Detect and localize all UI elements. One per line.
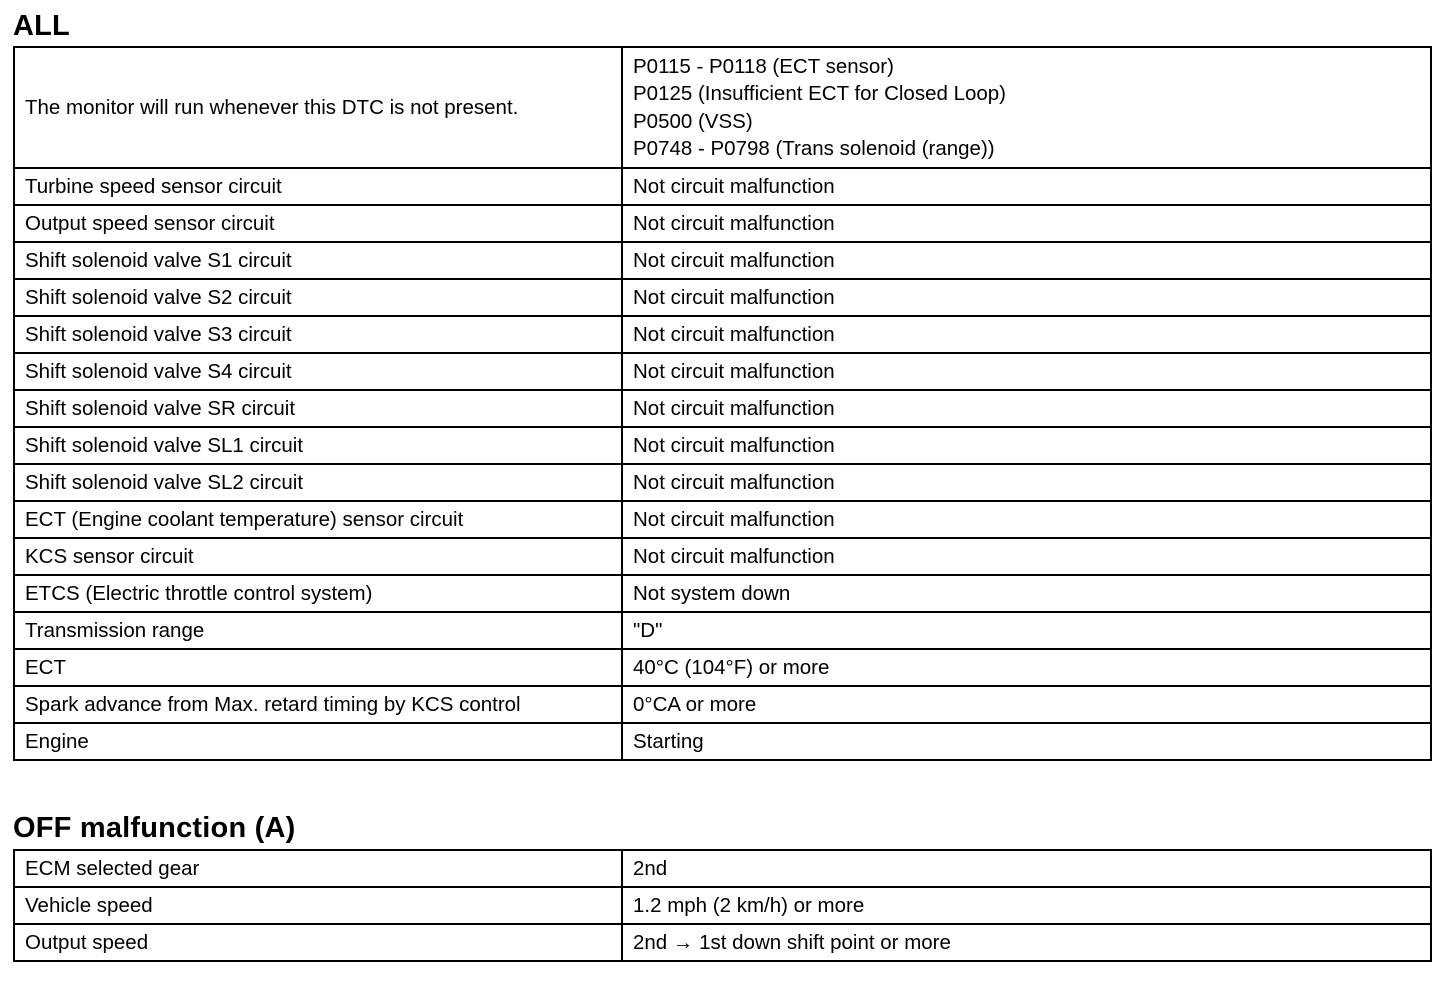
value-cell: 2nd → 1st down shift point or more: [622, 924, 1431, 961]
value-cell: Not circuit malfunction: [622, 205, 1431, 242]
value-cell: Not circuit malfunction: [622, 390, 1431, 427]
table-row: [14, 924, 1431, 961]
value-cell: Not system down: [622, 575, 1431, 612]
table-row: [14, 649, 1431, 686]
conditions-table-off-malfunction: [13, 849, 1432, 962]
table-row: [14, 686, 1431, 723]
table-row: [14, 316, 1431, 353]
condition-cell: ETCS (Electric throttle control system): [14, 575, 622, 612]
dtc-line: P0115 - P0118 (ECT sensor): [633, 54, 894, 78]
condition-cell: Output speed: [14, 924, 622, 961]
table-row: [14, 887, 1431, 924]
value-cell: Not circuit malfunction: [622, 427, 1431, 464]
condition-cell: Shift solenoid valve SL1 circuit: [14, 427, 622, 464]
conditions-table-all: [13, 46, 1432, 761]
table-row: [14, 279, 1431, 316]
value-cell: Not circuit malfunction: [622, 464, 1431, 501]
condition-cell: Shift solenoid valve SL2 circuit: [14, 464, 622, 501]
table-row: [14, 538, 1431, 575]
condition-cell: Shift solenoid valve S3 circuit: [14, 316, 622, 353]
table-row: [14, 353, 1431, 390]
value-cell: 40°C (104°F) or more: [622, 649, 1431, 686]
table-row: [14, 501, 1431, 538]
condition-cell: Output speed sensor circuit: [14, 205, 622, 242]
value-cell: 2nd: [622, 850, 1431, 887]
table-row: [14, 242, 1431, 279]
table-row: [14, 612, 1431, 649]
condition-cell: Engine: [14, 723, 622, 760]
table-row: [14, 850, 1431, 887]
value-cell: Not circuit malfunction: [622, 316, 1431, 353]
dtc-line: P0125 (Insufficient ECT for Closed Loop): [633, 82, 1007, 105]
section-title-off-malfunction: OFF malfunction (A): [13, 812, 296, 844]
condition-cell: Spark advance from Max. retard timing by KCS control: [14, 686, 622, 723]
table-row: [14, 427, 1431, 464]
table-row: [14, 390, 1431, 427]
table-row: [14, 723, 1431, 760]
condition-cell: The monitor will run whenever this DTC is not present.: [14, 47, 622, 168]
section-title-all: ALL: [13, 10, 70, 42]
condition-cell: Shift solenoid valve S2 circuit: [14, 279, 622, 316]
table-row: [14, 205, 1431, 242]
value-cell: Not circuit malfunction: [622, 538, 1431, 575]
condition-cell: Turbine speed sensor circuit: [14, 168, 622, 205]
table-row: [14, 464, 1431, 501]
table-row: [14, 168, 1431, 205]
value-cell: [622, 47, 1431, 168]
table-row: [14, 575, 1431, 612]
table-row: [14, 47, 1431, 168]
value-cell: Not circuit malfunction: [622, 353, 1431, 390]
condition-cell: Shift solenoid valve S1 circuit: [14, 242, 622, 279]
value-cell: "D": [622, 612, 1431, 649]
value-cell: Not circuit malfunction: [622, 501, 1431, 538]
condition-cell: Transmission range: [14, 612, 622, 649]
condition-cell: Shift solenoid valve SR circuit: [14, 390, 622, 427]
condition-cell: Shift solenoid valve S4 circuit: [14, 353, 622, 390]
value-cell: Not circuit malfunction: [622, 242, 1431, 279]
condition-cell: ECT: [14, 649, 622, 686]
dtc-line: P0748 - P0798 (Trans solenoid (range)): [633, 137, 995, 160]
condition-cell: KCS sensor circuit: [14, 538, 622, 575]
condition-cell: Vehicle speed: [14, 887, 622, 924]
condition-cell: ECM selected gear: [14, 850, 622, 887]
value-cell: Not circuit malfunction: [622, 279, 1431, 316]
value-cell: 0°CA or more: [622, 686, 1431, 723]
condition-cell: ECT (Engine coolant temperature) sensor circuit: [14, 501, 622, 538]
dtc-line: P0500 (VSS): [633, 109, 753, 133]
value-cell: 1.2 mph (2 km/h) or more: [622, 887, 1431, 924]
value-cell: Starting: [622, 723, 1431, 760]
value-cell: Not circuit malfunction: [622, 168, 1431, 205]
